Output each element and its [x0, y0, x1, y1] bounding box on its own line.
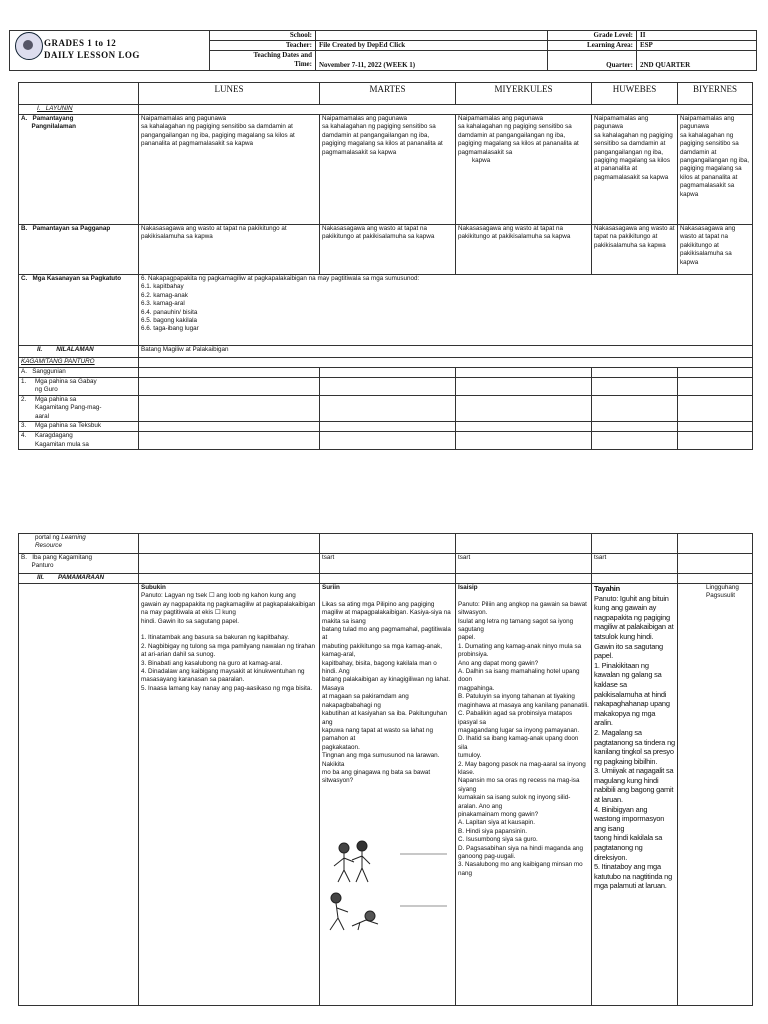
area-value: ESP — [637, 41, 757, 51]
procedure-label-cell — [19, 584, 139, 1006]
kagamitan-blank — [139, 358, 753, 368]
day-header-wed: MIYERKULES — [456, 83, 592, 105]
nilalaman-text: Batang Magiliw at Palakaibigan — [139, 346, 753, 358]
teksbuk-label: 3. Mga pahina sa Teksbuk — [19, 422, 139, 432]
b-thu: Nakasasagawa ang wasto at tapat na pakikitungo at pakikisalamuha sa kapwa — [592, 225, 678, 275]
a-wed: Naipamamalas ang pagunawa sa kahalagahan ng pagiging sensitibo sa damdamin at pangangailangan ng iba, pagiging magalang sa kilos at pananalita at pagmamalasakit sa kapwa — [456, 115, 592, 225]
suriin-body: Likas sa ating mga Pilipino ang pagiging magiliw at mapagpalakaibigan. Kasiya-siya na makita sa isang batang tulad mo ang pagmamahal, pagtitiwala at mabuting pakikitungo sa mga kamag-anak, kamag-aral, kapitbahay, bisita, bagong kakilala man o hindi. Ang batang palakaibigan ay kinagigiliwan ng lahat. Masaya at magaan sa pakiramdam ang nakapagbabahagi ng kabutihan at kasiyahan sa iba. Pakitunguhan ang kapuwa nang tapat at wasto sa lahat ng pamahon at pagkakataon. Tingnan ang mga sumusunod na larawan. Nakikita mo ba ang ginagawa ng bata sa bawat sitwasyon? — [322, 600, 451, 785]
teacher-label: Teacher: — [210, 41, 316, 51]
a-fri: Naipamamalas ang pagunawa sa kahalagahan ng pagiging sensitibo sa damdamin at pangangailangan ng iba, pagiging magalang sa kilos at pananalita at pagmamalasakit sa kapwa — [678, 115, 753, 225]
b-fri: Nakasasagawa ang wasto at tapat na pakikitungo at pakikisalamuha sa kapwa — [678, 225, 753, 275]
r2-fri — [678, 396, 753, 422]
area-label: Learning Area: — [548, 41, 637, 51]
sg-tue — [320, 368, 456, 378]
gabay-guro-label: 1. Mga pahina sa Gabay ng Guro — [19, 378, 139, 396]
procedure-wed — [456, 584, 592, 1006]
p-thu — [592, 534, 678, 554]
kagamitan-heading: KAGAMITANG PANTURO — [19, 358, 139, 368]
r4-mon — [139, 432, 320, 450]
isaisip-body: Panuto: Piliin ang angkop na gawain sa bawat sitwasyon. Isulat ang letra ng tamang sagot sa iyong sagutang papel. 1. Dumating ang kamag-anak ninyo mula sa probinsiya. Ano ang dapat mong gawin? A. Dalhin sa isang mamahaling hotel upang doon magpahinga. B. Patuluyin sa inyong tahanan at tiyaking maginhawa at masaya ang kanilang pananatili. C. Pabalikin agad sa probinsiya matapos ipasyal sa magagandang lugar sa inyong pamayanan. D. Ihatid sa ibang kamag-anak upang doon sila tumuloy. 2. May bagong pasok na mag-aaral sa inyong klase. Napansin mo sa oras ng recess na mag-isa siyang kumakain sa isang sulok ng inyong silid-aralan. Ano ang pinakamainam mong gawin? A. Lapitan siya at kausapin. B. Hindi siya papansinin. C. Isusumbong siya sa guro. D. Pagsasabihan siya na hindi maganda ang ganoong pag-uugali. 3. Nasalubong mo ang kaibigang minsan mo nang — [458, 600, 589, 877]
a-tue: Naipamamalas ang pagunawa sa kahalagahan ng pagiging sensitibo sa damdamin at pangangailangan ng iba, pagiging magalang sa kilos at pananalita at pagmamalasakit sa kapwa — [320, 115, 456, 225]
r1-mon — [139, 378, 320, 396]
kagamitang-mag-aaral-label: 2. Mga pahina sa Kagamitang Pang-mag- aaral — [19, 396, 139, 422]
b-mon: Nakasasagawa ang wasto at tapat na pakikitungo at pakikisalamuha sa kapwa — [139, 225, 320, 275]
r3-mon — [139, 422, 320, 432]
karagdagang-kagamitan-label: 4. Karagdagang Kagamitan mula sa — [19, 432, 139, 450]
p-mon — [139, 534, 320, 554]
p-fri — [678, 534, 753, 554]
a-mon: Naipamamalas ang pagunawa sa kahalagahan ng pagiging sensitibo sa damdamin at pangangailangan ng iba, pagiging magalang sa kilos at pananalita at pagmamalasakit sa kapwa — [139, 115, 320, 225]
pm-wed — [456, 574, 592, 584]
r4-thu — [592, 432, 678, 450]
portal-label — [19, 534, 139, 554]
procedure-thu — [592, 584, 678, 1006]
page-1 — [0, 0, 768, 480]
suriin-title: Suriin — [322, 584, 340, 591]
sg-fri — [678, 368, 753, 378]
sg-thu — [592, 368, 678, 378]
r4-fri — [678, 432, 753, 450]
portal-text: portal ng — [21, 534, 62, 541]
children-playing-illustration — [322, 840, 452, 932]
r1-fri — [678, 378, 753, 396]
kasanayan-text: 6. Nakapagpapakita ng pagkamagiliw at pagkapalakaibigan na may pagtitiwala sa mga sumusunod: 6.1. kapitbahay 6.2. kamag-anak 6.3. kamag-aral 6.4. panauhin/ bisita 6.5. bagong kakilala 6.6. taga-ibang lugar — [139, 275, 753, 346]
b-wed: Nakasasagawa ang wasto at tapat na pakikitungo at pakikisalamuha sa kapwa — [456, 225, 592, 275]
day-header-mon: LUNES — [139, 83, 320, 105]
lesson-table-page-2 — [18, 533, 753, 1006]
pamamaraan-heading: III. PAMAMARAAN — [19, 574, 139, 584]
procedure-mon — [139, 584, 320, 1006]
dates-label-line-1: Teaching Dates and — [253, 51, 312, 59]
school-value — [316, 31, 548, 41]
r2-mon — [139, 396, 320, 422]
nilalaman-label: II. NILALAMAN — [19, 346, 139, 358]
tayahin-body: Panuto: Iguhit ang bituin kung ang gawain ay nagpapakita ng pagiging magiliw at palakaibigan at tatsulok kung hindi. Gawin ito sa sagutang papel. 1. Pinakikitaan ng kawalan ng galang sa kaklase sa pakikisalamuha at hindi nakapaghahanap upang makakopya ng mga aralin. 2. Magalang sa pagtatanong sa tindera ng kanilang tingkol sa presyo ng pagkaing bibilhin. 3. Umiiyak at nagagalit sa magulang kung hindi nabibili ang bagong gamit at laruan. 4. Binibigyan ang wastong impormasyon ang isang taong hindi kakilala sa pagtatanong ng direksiyon. 5. Itinataboy ang mga katutubo na nagtitinda ng mga palamuti at laruan. — [594, 593, 675, 891]
layunin-heading: I. LAYUNIN — [19, 105, 139, 115]
page-2 — [0, 480, 768, 1024]
r2-wed — [456, 396, 592, 422]
procedure-fri — [678, 584, 753, 1006]
sg-mon — [139, 368, 320, 378]
pamantayang-pangnilalaman-label: A. Pamantayang Pangnilalaman — [19, 115, 139, 225]
r1-wed — [456, 378, 592, 396]
pm-thu — [592, 574, 678, 584]
school-label: School: — [210, 31, 316, 41]
pm-tue — [320, 574, 456, 584]
pamantayan-pagganap-label: B. Pamantayan sa Pagganap — [19, 225, 139, 275]
sanggunian-label: A. Sanggunian — [19, 368, 139, 378]
sg-wed — [456, 368, 592, 378]
r1-tue — [320, 378, 456, 396]
r3-fri — [678, 422, 753, 432]
dates-value: November 7-11, 2022 (WEEK 1) — [316, 51, 548, 71]
ib-mon — [139, 554, 320, 574]
pm-mon — [139, 574, 320, 584]
teacher-value: File Created by DepEd Click — [316, 41, 548, 51]
day-header-fri: BIYERNES — [678, 83, 753, 105]
header-info-table — [209, 30, 757, 71]
lingguhang-pagsusulit: Lingguhang Pagsusulit — [706, 584, 739, 600]
r4-wed — [456, 432, 592, 450]
grade-value: II — [637, 31, 757, 41]
dates-label — [210, 51, 316, 71]
title-line-1: GRADES 1 to 12 — [44, 38, 117, 48]
title-line-2: DAILY LESSON LOG — [44, 50, 140, 60]
isaisip-title: Isaisip — [458, 584, 478, 591]
kasanayan-label: C. Mga Kasanayan sa Pagkatuto — [19, 275, 139, 346]
b-tue: Nakasasagawa ang wasto at tapat na pakikitungo at pakikisalamuha sa kapwa — [320, 225, 456, 275]
p-wed — [456, 534, 592, 554]
iba-pang-kagamitan-label: B. Iba pang Kagamitang Panturo — [19, 554, 139, 574]
deped-seal-icon — [15, 32, 43, 60]
tsart-thu: tsart — [592, 554, 678, 574]
subukin-body: Panuto: Lagyan ng tsek ☐ ang loob ng kahon kung ang gawain ay nagpapakita ng pagkamagiliw at pagkapalakaibigan na may pagtitiwala at ekis ☐ kung hindi. Gawin ito sa sagutang papel. 1. Itinatambak ang basura sa bakuran ng kapitbahay. 2. Nagbibigay ng tulong sa mga pamilyang nawalan ng tirahan at ari-arian dahil sa sunog. 3. Binabati ang kasalubong na guro at kamag-aral. 4. Dinadalaw ang kaibigang maysakit at kinukwentuhan ng masasayang karanasan sa paaralan. 5. Inaasa lamang kay nanay ang pag-aasikaso ng mga bisita. — [141, 592, 316, 692]
r4-tue — [320, 432, 456, 450]
quarter-label: Quarter: — [548, 51, 637, 71]
dates-label-line-2: Time: — [294, 60, 312, 68]
subukin-title: Subukin — [141, 584, 166, 591]
r2-thu — [592, 396, 678, 422]
pm-fri — [678, 574, 753, 584]
ib-fri — [678, 554, 753, 574]
lesson-table-page-1 — [18, 82, 753, 450]
r3-tue — [320, 422, 456, 432]
tayahin-title: Tayahin — [594, 584, 620, 593]
procedure-tue — [320, 584, 456, 1006]
day-header-tue: MARTES — [320, 83, 456, 105]
r3-thu — [592, 422, 678, 432]
r1-thu — [592, 378, 678, 396]
tsart-tue: tsart — [320, 554, 456, 574]
layunin-blank — [139, 105, 753, 115]
r2-tue — [320, 396, 456, 422]
r3-wed — [456, 422, 592, 432]
day-header-thu: HUWEBES — [592, 83, 678, 105]
p-tue — [320, 534, 456, 554]
quarter-value: 2ND QUARTER — [637, 51, 757, 71]
grade-label: Grade Level: — [548, 31, 637, 41]
corner-cell — [19, 83, 139, 105]
tsart-wed: tsart — [456, 554, 592, 574]
a-thu: Naipamamalas ang pagunawa sa kahalagahan ng pagiging sensitibo sa damdamin at pangangailangan ng iba, pagiging magalang sa kilos at pananalita at pagmamalasakit sa kapwa — [592, 115, 678, 225]
learning-resource-text: Learning Resource — [35, 534, 86, 550]
